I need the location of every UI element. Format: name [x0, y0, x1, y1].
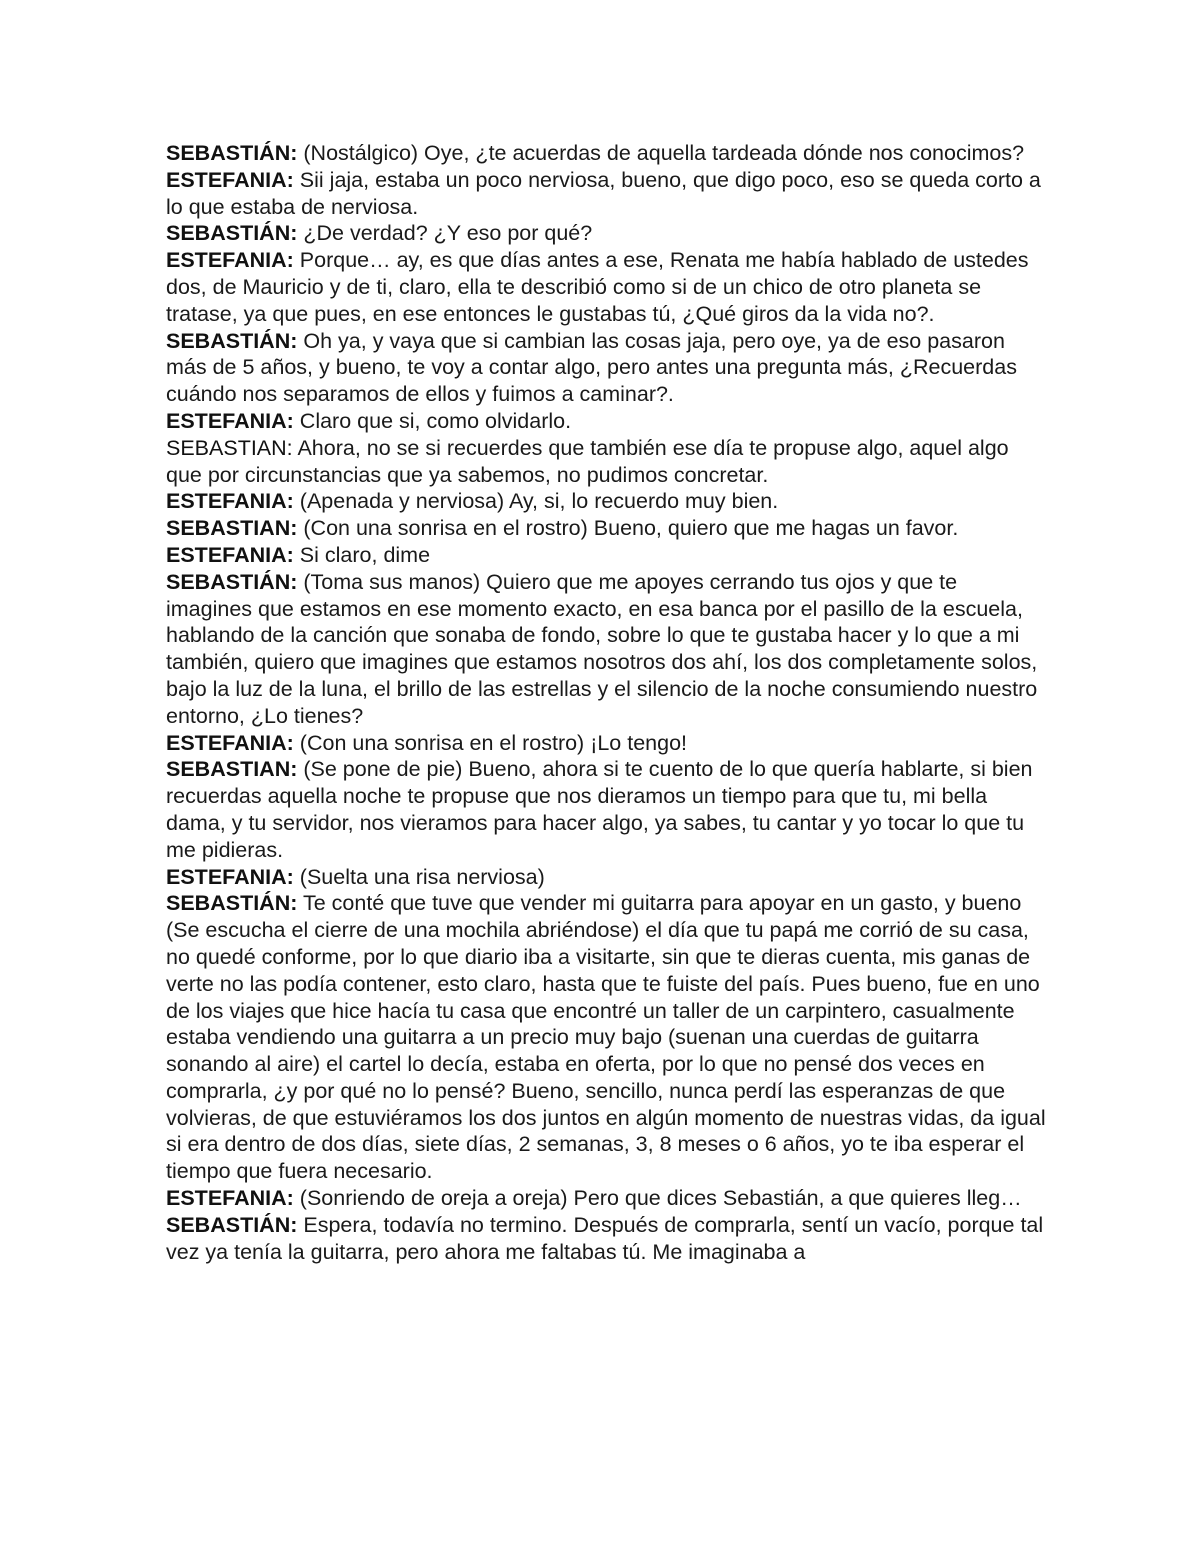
dialogue-text: (Apenada y nerviosa) Ay, si, lo recuerdo muy bien.	[293, 489, 779, 514]
dialogue-text: Claro que si, como olvidarlo.	[293, 408, 572, 433]
dialogue-line	[166, 864, 1046, 891]
dialogue-text: Si claro, dime	[293, 542, 431, 567]
dialogue-text: (Se pone de pie) Bueno, ahora si te cuento de lo que quería hablarte, si bien recuerdas aquella noche te propuse que nos dieramos un tiempo para que tu, mi bella dama, y tu servidor, nos vieramos para hacer algo, ya sabes, tu cantar y yo tocar lo que tu me pidieras.	[166, 757, 1033, 862]
speaker-name: ESTEFANIA:	[166, 489, 294, 514]
dialogue-line	[166, 542, 1046, 569]
speaker-name: ESTEFANIA:	[166, 542, 294, 567]
dialogue-text: Te conté que tuve que vender mi guitarra para apoyar en un gasto, y bueno (Se escucha el cierre de una mochila abriéndose) el día que tu papá me corrió de su casa, no quedé conforme, por lo que diario iba a visitarte, sin que te dieras cuenta, mis ganas de verte no las podía contener, esto claro, hasta que te fuiste del país. Pues bueno, fue en uno de los viajes que hice hacía tu casa que encontré un taller de un carpintero, casualmente estaba vendiendo una guitarra a un precio muy bajo (suenan una cuerdas de guitarra sonando al aire) el cartel lo decía, estaba en oferta, por lo que no pensé dos veces en comprarla, ¿y por qué no lo pensé? Bueno, sencillo, nunca perdí las esperanzas de que volvieras, de que estuviéramos los dos juntos en algún momento de nuestras vidas, da igual si era dentro de dos días, siete días, 2 semanas, 3, 8 meses o 6 años, yo te iba esperar el tiempo que fuera necesario.	[166, 891, 1046, 1184]
dialogue-line	[166, 408, 1046, 435]
dialogue-line	[166, 730, 1046, 757]
speaker-name: SEBASTIÁN:	[166, 1212, 298, 1237]
dialogue-text: Oh ya, y vaya que si cambian las cosas jaja, pero oye, ya de eso pasaron más de 5 años, y bueno, te voy a contar algo, pero antes una pregunta más, ¿Recuerdas cuándo nos separamos de ellos y fuimos a caminar?.	[166, 328, 1017, 407]
speaker-name: ESTEFANIA:	[166, 167, 294, 192]
dialogue-line	[166, 1212, 1046, 1266]
dialogue-line	[166, 756, 1046, 863]
dialogue-text: Sii jaja, estaba un poco nerviosa, bueno, que digo poco, eso se queda corto a lo que estaba de nerviosa.	[166, 167, 1041, 219]
speaker-name: SEBASTIÁN:	[166, 221, 298, 246]
dialogue-line	[166, 569, 1046, 730]
speaker-name: SEBASTIÁN:	[166, 141, 298, 165]
speaker-name: ESTEFANIA:	[166, 730, 294, 755]
speaker-name: SEBASTIÁN:	[166, 891, 298, 916]
dialogue-line	[166, 515, 1046, 542]
dialogue-text: (Toma sus manos) Quiero que me apoyes cerrando tus ojos y que te imagines que estamos en ese momento exacto, en esa banca por el pasillo de la escuela, hablando de la canción que sonaba de fondo, sobre lo que te gustaba hacer y lo que a mi también, quiero que imagines que estamos nosotros dos ahí, los dos completamente solos, bajo la luz de la luna, el brillo de las estrellas y el silencio de la noche consumiendo nuestro entorno, ¿Lo tienes?	[166, 569, 1038, 728]
dialogue-text: (Con una sonrisa en el rostro) Bueno, quiero que me hagas un favor.	[297, 516, 959, 541]
dialogue-text: (Sonriendo de oreja a oreja) Pero que dices Sebastián, a que quieres lleg…	[293, 1186, 1022, 1211]
dialogue-line	[166, 167, 1046, 221]
dialogue-text: (Con una sonrisa en el rostro) ¡Lo tengo!	[293, 730, 688, 755]
speaker-name: ESTEFANIA:	[166, 248, 294, 273]
speaker-name: SEBASTIAN:	[166, 435, 293, 460]
dialogue-line	[166, 1185, 1046, 1212]
dialogue-line	[166, 328, 1046, 408]
dialogue-line	[166, 890, 1046, 1185]
dialogue-line	[166, 140, 1046, 167]
dialogue-text: (Suelta una risa nerviosa)	[293, 864, 545, 889]
speaker-name: SEBASTIAN:	[166, 516, 298, 541]
dialogue-line	[166, 435, 1046, 489]
dialogue-text: ¿De verdad? ¿Y eso por qué?	[297, 221, 593, 246]
dialogue-text: Espera, todavía no termino. Después de comprarla, sentí un vacío, porque tal vez ya tenía la guitarra, pero ahora me faltabas tú. Me imaginaba a	[166, 1212, 1044, 1264]
dialogue-line	[166, 488, 1046, 515]
speaker-name: ESTEFANIA:	[166, 1186, 294, 1211]
dialogue-line	[166, 247, 1046, 327]
dialogue-text: (Nostálgico) Oye, ¿te acuerdas de aquella tardeada dónde nos conocimos?	[297, 141, 1025, 165]
script-body	[166, 140, 1046, 1265]
dialogue-line	[166, 220, 1046, 247]
speaker-name: SEBASTIAN:	[166, 757, 298, 782]
speaker-name: SEBASTIÁN:	[166, 569, 298, 594]
speaker-name: ESTEFANIA:	[166, 408, 294, 433]
dialogue-text: Ahora, no se si recuerdes que también ese día te propuse algo, aquel algo que por circunstancias que ya sabemos, no pudimos concretar.	[166, 435, 1009, 487]
speaker-name: SEBASTIÁN:	[166, 328, 298, 353]
dialogue-text: Porque… ay, es que días antes a ese, Renata me había hablado de ustedes dos, de Mauricio y de ti, claro, ella te describió como si de un chico de otro planeta se tratase, ya que pues, en ese entonces le gustabas tú, ¿Qué giros da la vida no?.	[166, 248, 1029, 326]
speaker-name: ESTEFANIA:	[166, 864, 294, 889]
